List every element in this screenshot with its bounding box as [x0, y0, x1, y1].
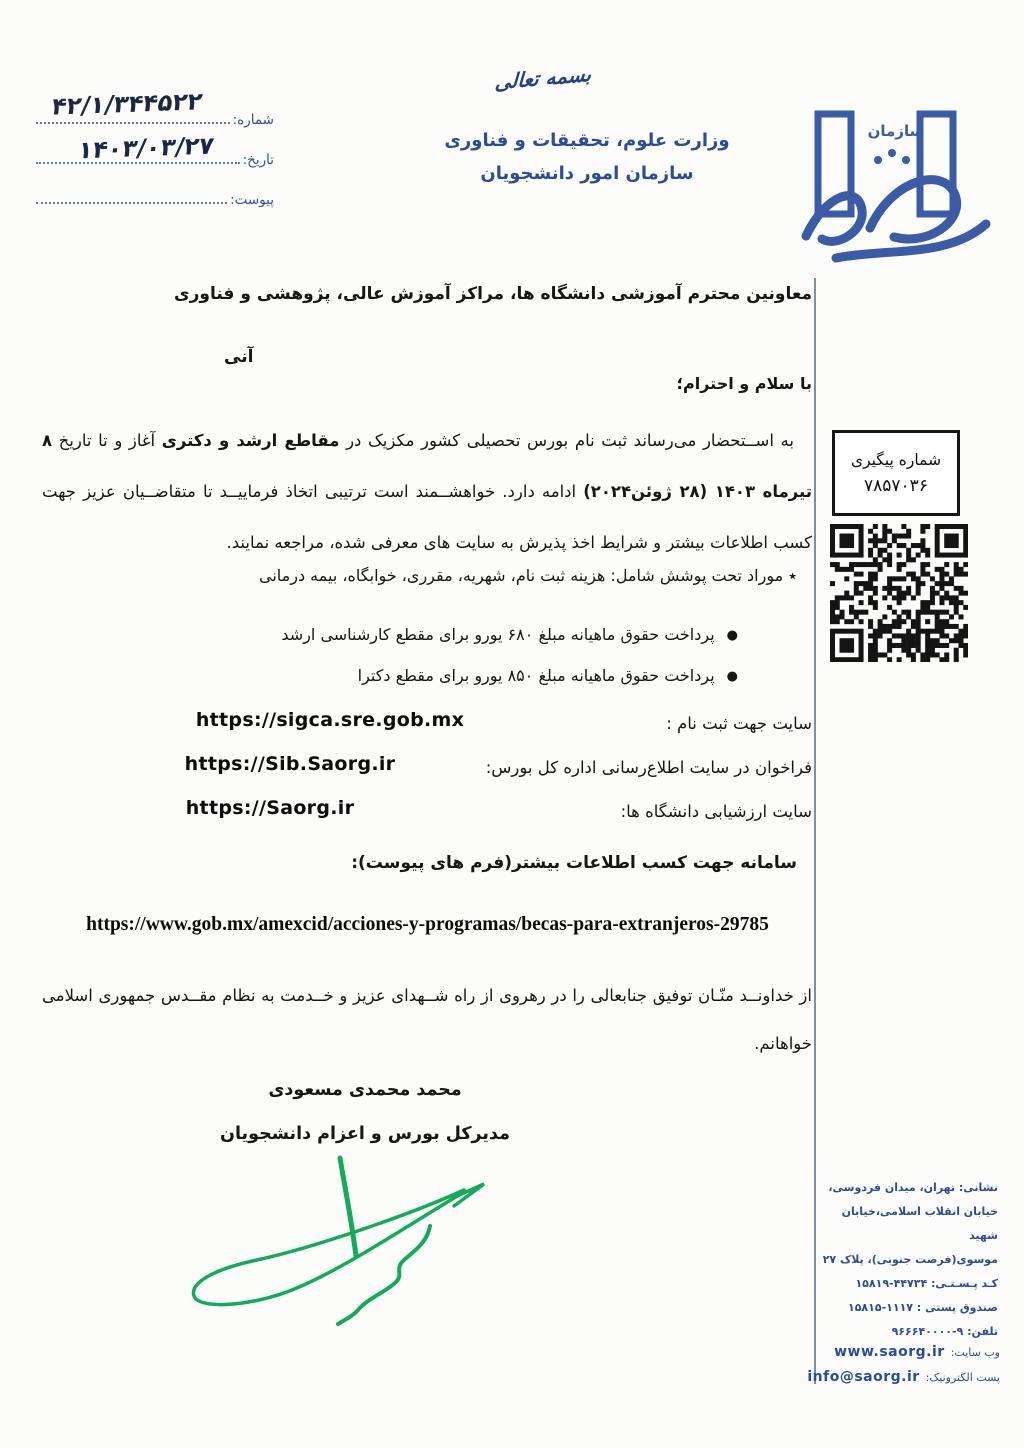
priority-stamp: آنی — [224, 347, 254, 367]
list-item-text: پرداخت حقوق ماهیانه مبلغ ۶۸۰ یورو برای مقطع کارشناسی ارشد — [281, 625, 715, 644]
email-line — [800, 1365, 1000, 1390]
salutation: با سلام و احترام؛ — [676, 374, 812, 393]
signer-name: محمد محمدی مسعودی — [268, 1080, 462, 1100]
besmele-calligraphy: بسمه تعالی — [494, 61, 592, 95]
phone-value: ۹۶۶۶۴۰۰۰۰-۹ — [891, 1325, 964, 1338]
more-info-heading: سامانه جهت کسب اطلاعات بیشتر(فرم های پیوست): — [351, 853, 797, 873]
tracking-value: ۷۸۵۷۰۳۶ — [864, 475, 928, 496]
body-text-bold: مقاطع ارشد و دکتری — [161, 431, 340, 450]
bullet-icon: ● — [726, 628, 738, 643]
website-label: وب سایت: — [950, 1346, 1000, 1359]
phone-label: تلفن: — [967, 1325, 998, 1338]
coverage-note: ٭ موراد تحت پوشش شامل: هزینه ثبت نام، شهریه، مقرری، خوابگاه، بیمه درمانی — [259, 566, 797, 585]
signature-scribble — [172, 1148, 512, 1338]
postal-label: کـد پـسـتـی: — [931, 1277, 998, 1290]
qr-code — [830, 524, 968, 662]
postal-code-line — [820, 1272, 998, 1296]
email-address[interactable]: info@saorg.ir — [807, 1369, 920, 1385]
footer-web — [800, 1340, 1000, 1390]
website-line — [800, 1340, 1000, 1365]
pobox-line — [820, 1296, 998, 1320]
list-item-text: پرداخت حقوق ماهیانه مبلغ ۸۵۰ یورو برای مقطع دکترا — [357, 666, 715, 685]
organization-name: سازمان امور دانشجویان — [480, 163, 694, 184]
link-row-announcement — [0, 750, 1024, 794]
signature-block — [165, 1068, 565, 1156]
deadline-date-bold: ۸ تیرماه ۱۴۰۳ (۲۸ ژوئن۲۰۲۴) — [42, 431, 812, 501]
address-line: موسوی(فرصت جنوبی)، پلاک ۲۷ — [822, 1253, 998, 1266]
bullet-icon: ● — [726, 669, 738, 684]
announcement-url[interactable]: https://Sib.Saorg.ir — [184, 753, 396, 775]
link-row-evaluation — [0, 794, 1024, 838]
meta-attachment-row — [36, 184, 274, 208]
logo-word: سازمان — [867, 122, 925, 140]
body-text: ادامه دارد. خواهشــمند است ترتیبی اتخاذ فرماییــد تا متقاضــیان عزیز جهت کسب اطلاعات بیشتر و شرایط اخذ پذیرش به سایت های معرفی شده، مراجعه نمایند. — [42, 482, 812, 552]
dotted-line — [36, 202, 227, 204]
number-label: شماره: — [232, 112, 274, 128]
letter-date-value: ۱۴۰۳/۰۳/۲۷ — [76, 131, 216, 165]
address-line: نشانی: تهران، میدان فردوسی، — [828, 1181, 998, 1194]
addressee-line: معاونین محترم آموزشی دانشگاه ها، مراکز آموزش عالی، پژوهشی و فناوری — [174, 284, 812, 304]
logo-calligraphy-graphic — [798, 106, 994, 274]
body-text: به اســتحضار می‌رساند ثبت نام بورس تحصیلی کشور مکزیک در — [339, 431, 794, 450]
benefit-list — [281, 615, 738, 697]
link-label: سایت ارزشیابی دانشگاه ها: — [620, 802, 812, 821]
letter-meta — [36, 87, 274, 224]
link-label: سایت جهت ثبت نام : — [666, 714, 812, 733]
dotted-line — [36, 162, 240, 164]
tracking-number-box — [832, 430, 960, 516]
more-info-url[interactable]: https://www.gob.mx/amexcid/acciones-y-programas/becas-para-extranjeros-29785 — [86, 914, 769, 935]
link-label: فراخوان در سایت اطلاع‌رسانی اداره کل بورس: — [485, 758, 812, 777]
letter-number-value: ۴۲/۱/۳۴۴۵۲۲ — [49, 87, 205, 121]
postal-value: ۱۵۸۱۹-۴۴۷۳۴ — [855, 1277, 928, 1290]
body-paragraph — [42, 415, 812, 568]
signature-graphic — [172, 1148, 512, 1338]
footer-address — [820, 1176, 998, 1344]
link-row-registration — [0, 706, 1024, 750]
website-url[interactable]: www.saorg.ir — [834, 1344, 945, 1360]
ministry-name: وزارت علوم، تحقیقات و فناوری — [444, 130, 730, 151]
letterhead-block — [418, 124, 756, 190]
list-item — [281, 615, 738, 656]
attachment-label: پیوست: — [230, 192, 274, 208]
signer-title: مدیرکل بورس و اعزام دانشجویان — [220, 1124, 510, 1144]
email-label: پست الکترونیک: — [925, 1371, 1000, 1384]
pobox-label: صندوق پستی : — [916, 1301, 998, 1314]
closing-paragraph: از خداونــد منّـان توفیق جنابعالی را در رهروی از راه شــهدای عزیز و خــدمت به نظام مقــدس جمهوری اسلامی خواهانم. — [42, 986, 812, 1053]
list-item — [281, 656, 738, 697]
evaluation-url[interactable]: https://Saorg.ir — [185, 797, 355, 819]
pobox-value: ۱۵۸۱۵-۱۱۱۷ — [848, 1301, 913, 1314]
organization-logo — [798, 106, 994, 274]
body-text: آغاز و تا تاریخ — [52, 431, 162, 450]
dotted-line — [36, 122, 230, 124]
date-label: تاریخ: — [242, 152, 274, 168]
tracking-label: شماره پیگیری — [850, 450, 942, 469]
registration-url[interactable]: https://sigca.sre.gob.mx — [195, 709, 465, 731]
address-line: خیابان انقلاب اسلامی،خیابان شهید — [841, 1205, 998, 1242]
